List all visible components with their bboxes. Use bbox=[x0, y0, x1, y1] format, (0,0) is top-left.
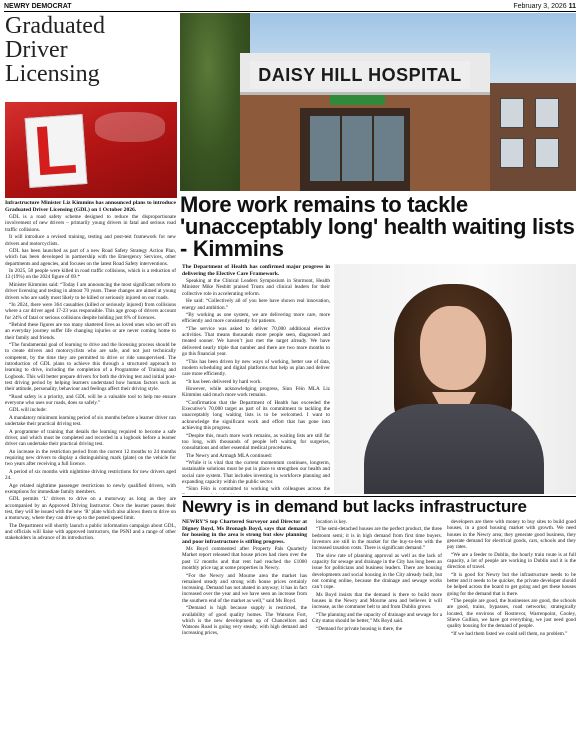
l-plate-photo bbox=[5, 102, 177, 198]
paragraph: “In 2024, there were 364 casualties (killed or seriously injured) from collisions where a car driver aged 17-23 was responsible. This age group of drivers account for 24% of fatal or serious collisions despite holding just 8% of licences. bbox=[5, 301, 176, 321]
paragraph: “The fundamental goal of learning to drive and the licensing process should be to create drivers and motorcyclists who are safe, and not just technically competent, by the time they are permitted to drive or ride unsupervised. The introduction of GDL plans to achieve this through a structured approach to learning to drive, including the completion of a Programme of Training and Logbook. This will better prepare drivers for both the driving test and initial post-test driving period by helping learners understand how human factors such as their attitude, personality, behaviour and feelings affect their driving style. bbox=[5, 342, 176, 393]
paragraph: In 2025, 58 people were killed in road traffic collisions, which is a reduction of 13 (19%) on the 2024 figure of 69.* bbox=[5, 268, 176, 281]
paragraph: “Demand is high because supply is restricted, the availability of good quality homes. The Watsons Fort, which is the new development up of Chancellors and Watsons Road is going very steady, with high demand and increasing prices, bbox=[182, 605, 307, 637]
window bbox=[500, 138, 524, 168]
housing-headline: Newry is in demand but lacks infrastructure bbox=[182, 496, 576, 516]
page-number: 11 bbox=[568, 3, 576, 10]
paragraph: The Newry and Armagh MLA continued: bbox=[186, 452, 273, 459]
paragraph: GDL is a road safety scheme designed to reduce the disproportionate involvement of new drivers – primarily young drivers in fatal and serious road traffic collisions. bbox=[5, 214, 176, 233]
paragraph: A period of six months with nighttime driving restrictions for new drivers aged 24. bbox=[5, 468, 176, 482]
paragraph: “If we had them listed we could sell them, no problem.” bbox=[451, 630, 568, 637]
paragraph: “While it is vital that the current momentum continues, longterm, sustainable solutions must be put in place to strengthen our health and social care system. That includes investing in workforce planning and expanding capacity within the public sector. bbox=[182, 460, 330, 485]
paragraph: Speaking at the Clinical Leaders Symposium in Stormont, Health Minister Mike Nesbitt praised Trusts and clinical leaders for their collective role in accelerating reform. bbox=[182, 278, 330, 297]
paragraph: The slow rate of planning approval as well as the lack of capacity for sewage and drainage in the City has long been an issue for politicians and business leaders. There are housing developments and social housing in the City already built, but not coming online, because the drainage and sewage works can’t cope. bbox=[312, 552, 442, 591]
paragraph: “We are a feeder to Dublin, the hourly train route is at full capacity, a lot of people are working in Dublin and it is the direction of travel. bbox=[447, 551, 576, 571]
glass-panel bbox=[374, 116, 404, 181]
paragraph: A mandatory minimum learning period of six months before a learner driver can undertake their practical driving test. bbox=[5, 414, 176, 428]
paragraph: It will introduce a revised training, testing and post-test framework for new drivers and motorcyclists. bbox=[5, 234, 176, 247]
paragraph: Ms Boyd insists that the demand is there to build more houses in the Newry and Mourne area and believes it will increase, as the commuter belt to and from Dublin grows. bbox=[312, 591, 442, 611]
date-text: February 3, 2026 bbox=[513, 3, 567, 10]
paragraph: “By working as one system, we are delivering more care, more efficiently and more consistently for patients. bbox=[182, 312, 330, 325]
paragraph: An increase in the restriction period from the current 12 months to 24 months requiring new drivers to display a distinguishing mark (plate) on the vehicle for two years after receiving a full licence. bbox=[5, 448, 176, 468]
paragraph: GDL will include: bbox=[9, 407, 47, 414]
paragraph: “Despite this, much more work remains, as waiting lists are still far too long, with thousands of people left waiting for surgeries, consultations and other essential medical procedures. bbox=[182, 432, 330, 452]
housing-column-2 bbox=[312, 519, 442, 735]
housing-column-1 bbox=[182, 519, 307, 735]
glass-panel bbox=[342, 116, 372, 181]
paragraph: “The service was asked to deliver 70,000 additional elective activities. That means thousands more people seen, diagnosed and treated sooner. We haven’t just met the target already. We have delivered nearly triple that number and there are two more months to go this financial year. bbox=[182, 325, 330, 358]
paragraph: He said: “Collectively all of you here have shown real innovation, energy and ambition.” bbox=[182, 298, 330, 311]
paragraph: The Department will shortly launch a public information campaign about GDL, and officials will liaise with approved instructors, the PSNI and a range of other stakeholders in advance of its introduction. bbox=[5, 522, 176, 542]
paragraph: GDL permits ‘L’ drivers to drive on a motorway as long as they are accompanied by an Approved Driving Instructor. Once the learner passes their test, they will be issued with the new ‘R’ plate which also allows them to drive on a motorway, where they can drive up to the posted speed limit. bbox=[5, 496, 176, 522]
paragraph: location is key. bbox=[316, 519, 348, 525]
paragraph: developers are there with money to buy sites to build good houses, in a good housing market with growth. We need houses in the Newry area; they generate good business, they generate demand for electrical goods, cars, schools and they pay rates. bbox=[447, 519, 576, 551]
paragraph: “Road safety is a priority, and GDL will be a valuable tool to help me ensure everyone who uses our roads, does so safely.” bbox=[5, 393, 176, 406]
gdl-article-body bbox=[5, 200, 176, 735]
paragraph: Age related nighttime passenger restrictions to newly qualified drivers, with exemptions for immediate family members. bbox=[5, 482, 176, 495]
paragraph: Ms Boyd commented after Property Pals Quarterly Market report released that house prices had risen over the past 12 months and that rent had reached the £1000 monthly price tag at some properties in Newry. bbox=[182, 546, 307, 572]
hospital-photo bbox=[180, 13, 576, 191]
portrait-photo bbox=[334, 264, 576, 494]
paragraph: Minister Kimmins said: “Today I am announcing the most significant reform to driver licensing and testing in almost 70 years. These changes are aimed at young drivers who are sadly most likely to be killed or seriously injured on our roads. bbox=[5, 281, 176, 301]
paragraph: GDL has been launched as part of a new Road Safety Strategy Action Plan, which has been developed in partnership with the Emergency Services, other departments and agencies, and focuses on the latest Road Safety interventions. bbox=[5, 248, 176, 267]
window bbox=[535, 98, 559, 128]
paragraph: Infrastructure Minister Liz Kimmins has announced plans to introduce Graduated Driver Licensing (GDL) on 1 October 2026. bbox=[5, 200, 176, 213]
car-reflection bbox=[95, 112, 165, 142]
green-sign-strip bbox=[330, 95, 385, 105]
masthead bbox=[4, 2, 576, 12]
paragraph: “Confirmation that the Department of Health has exceeded the Executive’s 70,000 target as part of its commitment to tackling the unacceptably long waiting lists is to be welcomed. I want to acknowledge the significant work and effort that has gone into achieving this progress. bbox=[182, 399, 330, 432]
issue-date bbox=[513, 3, 576, 10]
paragraph: However, while acknowledging progress, Sinn Féin MLA Liz Kimmins said much more work remains. bbox=[182, 386, 330, 399]
hospital-entrance bbox=[300, 108, 410, 191]
paragraph: “For the Newry and Mourne area the market has remained steady and strong with house prices certainly increasing. Demand has not abated in anyway; it has in fact increased over the year and we have seen an increase from the southern end of the market as well,” said Ms Boyd. bbox=[182, 572, 307, 604]
glass-panel bbox=[310, 116, 340, 181]
l-plate bbox=[25, 109, 88, 191]
window bbox=[500, 98, 524, 128]
portrait-face bbox=[420, 306, 486, 390]
paragraph: “The planning and the capacity of drainage and sewage for a City status should be better,” Ms Boyd said. bbox=[312, 611, 442, 625]
paragraph: “This has been driven by new ways of working, better use of data, modern scheduling and digital platforms that help us plan and deliver care more efficiently. bbox=[182, 358, 330, 378]
gdl-headline: Graduated Driver Licensing bbox=[5, 13, 105, 87]
paragraph: NEWRY’S top Chartered Surveyor and Director at Digney Boyd, Ms Bronagh Boyd, says that demand for housing in the area is strong but slow planning and poor infrastructure is stifling progress. bbox=[182, 519, 307, 545]
hospital-sign: DAISY HILL HOSPITAL bbox=[250, 61, 470, 89]
paragraph: “It is good for Newry but the infrastructure needs to be better and it needs to be quicker, the private developer should be helped across the board to get going and get these houses going for the demand that is there. bbox=[447, 571, 576, 597]
paragraph: A programme of training that details the learning required to become a safe driver, and which must be completed and recorded in a logbook before a learner driver can undertake their practical driving test. bbox=[5, 428, 176, 448]
paragraph: “The people are good, the businesses are good, the schools are good, trains, bypasses, road networks; strategically located, the environs of Rostrevor, Warrenpoint, Cooley, Slieve Gullion, we have got everything, we just need good quality housing for the demand of people. bbox=[447, 598, 576, 630]
paragraph: “The semi-detached houses are the perfect product, the three bedroom semi; it is in high demand from first time buyers. Investors are still in the market for the buy-to-lets with the increased taxation costs. There is significant demand.” bbox=[312, 526, 442, 552]
paragraph: “Sinn Féin is committed to working with colleagues across the bbox=[186, 486, 330, 493]
paragraph: The Department of Health has confirmed major progress in delivering the Elective Care Framework. bbox=[182, 264, 330, 277]
housing-column-3 bbox=[447, 519, 576, 735]
paragraph: “It has been delivered by hard work. bbox=[186, 378, 262, 385]
newspaper-name: NEWRY DEMOCRAT bbox=[4, 3, 72, 10]
paragraph: “Behind these figures are too many shattered lives as loved ones who set off on an everyday journey suffer life changing injuries or are never coming home to their family and friends. bbox=[5, 322, 176, 341]
portrait-jacket bbox=[364, 404, 544, 494]
waiting-lists-headline: More work remains to tackle 'unacceptably long' health waiting lists - Kimmins bbox=[180, 192, 575, 261]
waiting-lists-body bbox=[182, 264, 330, 494]
window bbox=[535, 138, 559, 168]
paragraph: “Demand for private housing is there, the bbox=[316, 625, 402, 632]
l-plate-letter: L bbox=[31, 109, 80, 191]
